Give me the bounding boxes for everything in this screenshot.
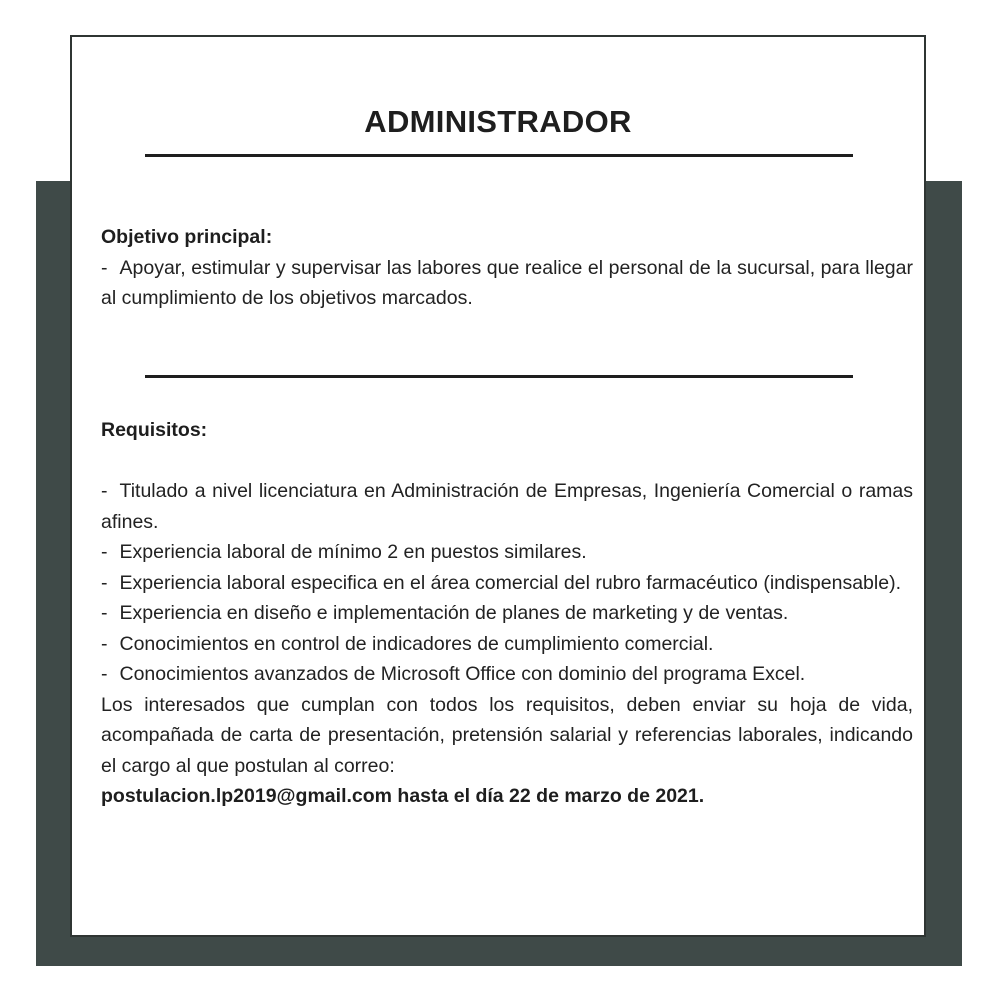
objective-section (101, 222, 913, 314)
requirement-text: Conocimientos en control de indicadores de cumplimiento comercial. (119, 632, 714, 655)
closing-text: Los interesados que cumplan con todos los requisitos, deben enviar su hoja de vida, acompañada de carta de presentación, pretensión salarial y referencias laborales, indicando el cargo al que postulan al correo: (101, 693, 913, 777)
objective-text-content: Apoyar, estimular y supervisar las labores que realice el personal de la sucursal, para llegar al cumplimiento de los objetivos marcados. (101, 256, 913, 309)
posting-card (70, 35, 926, 937)
requirement-item (101, 537, 913, 568)
requirements-section (101, 415, 913, 812)
requirement-item (101, 568, 913, 599)
dash-marker: - (101, 632, 108, 655)
spacer (101, 446, 913, 477)
requirement-item (101, 476, 913, 537)
dash-marker: - (101, 602, 108, 624)
dash-marker: - (101, 480, 108, 502)
requirement-item (101, 598, 913, 629)
requirement-text: Titulado a nivel licenciatura en Administración de Empresas, Ingeniería Comercial o ramas afines. (101, 480, 913, 533)
requirement-item (101, 629, 913, 660)
title-divider (145, 154, 853, 157)
requirement-text: Experiencia laboral especifica en el área comercial del rubro farmacéutico (indispensable). (119, 571, 901, 594)
requirement-text: Experiencia en diseño e implementación de planes de marketing y de ventas. (119, 602, 789, 624)
dash-marker: - (101, 541, 108, 563)
section-divider (145, 375, 853, 378)
objective-heading: Objetivo principal: (101, 226, 273, 248)
requirement-item (101, 659, 913, 690)
requirement-text: Experiencia laboral de mínimo 2 en puestos similares. (119, 541, 587, 563)
objective-text (101, 253, 913, 314)
page-title: ADMINISTRADOR (364, 104, 632, 139)
requirements-heading: Requisitos: (101, 419, 208, 441)
dash-marker: - (101, 663, 108, 685)
requirement-text: Conocimientos avanzados de Microsoft Office con dominio del programa Excel. (119, 663, 806, 685)
dash-marker: - (101, 571, 108, 594)
dash-marker: - (101, 256, 108, 279)
contact-email-line[interactable]: postulacion.lp2019@gmail.com hasta el día 22 de marzo de 2021. (101, 785, 705, 807)
